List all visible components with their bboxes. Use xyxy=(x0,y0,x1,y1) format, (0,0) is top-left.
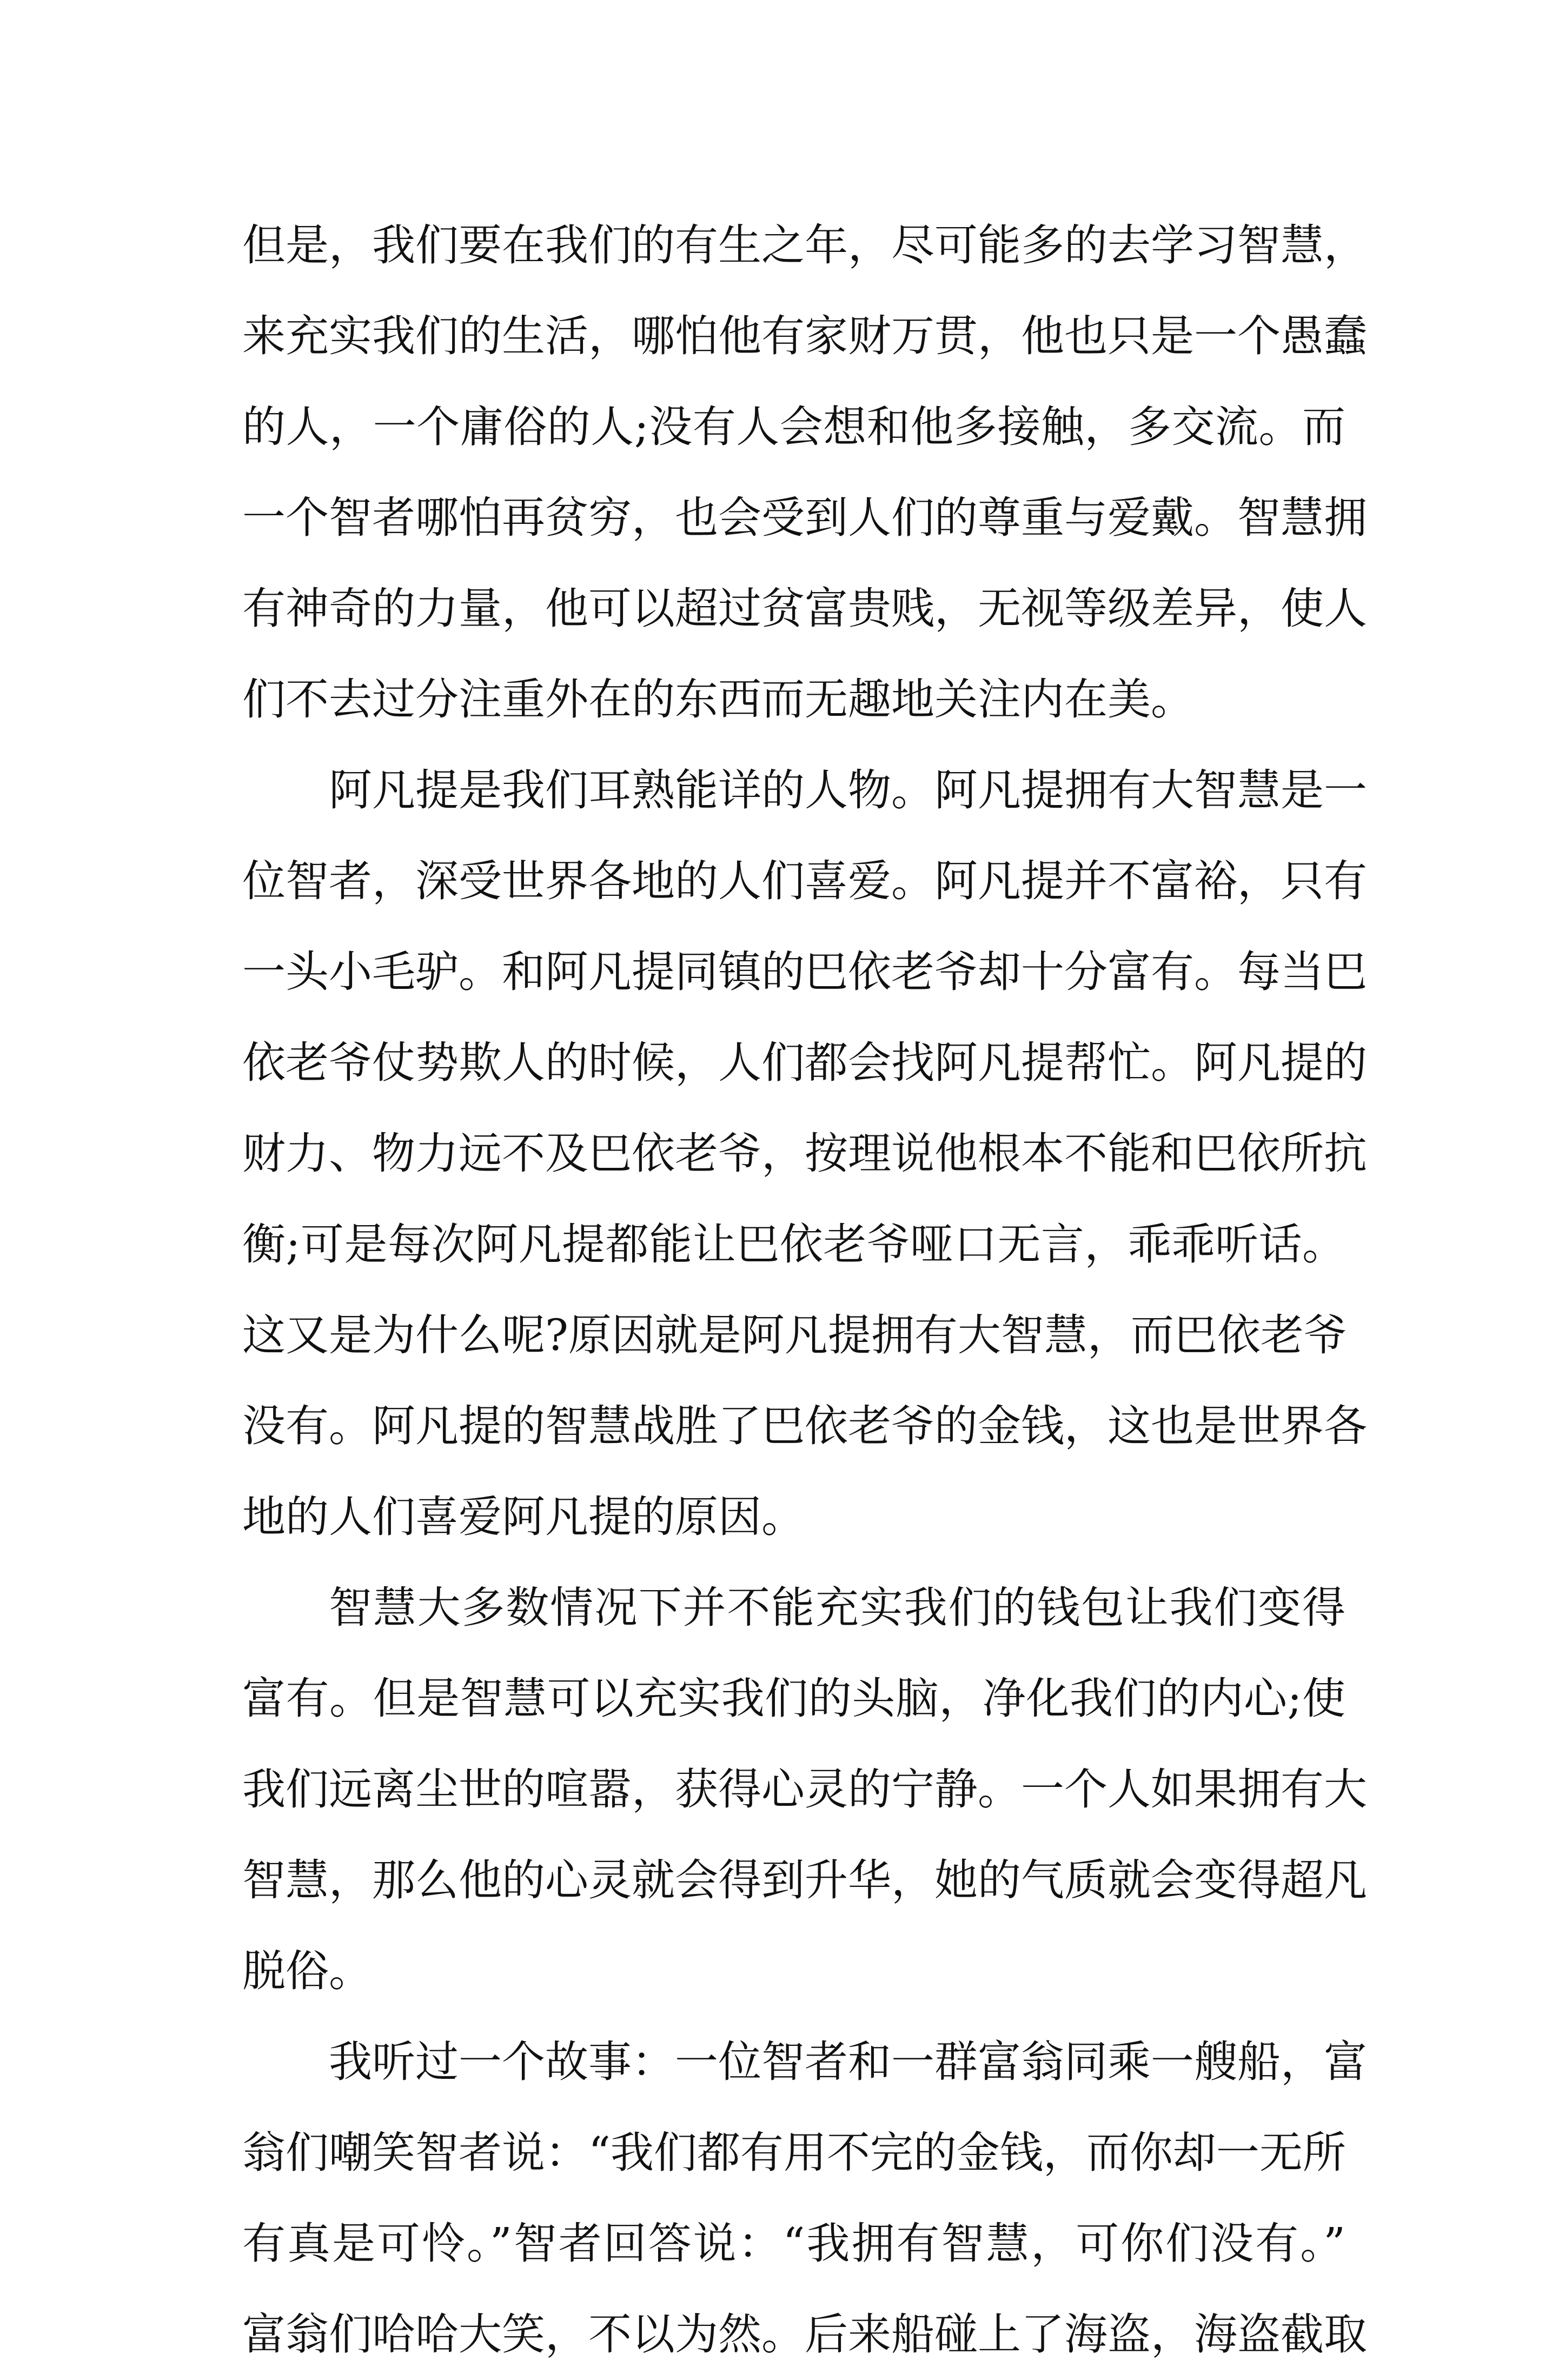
text-line: 财力、物力远不及巴依老爷，按理说他根本不能和巴依所抗 xyxy=(242,1128,1367,1179)
text-line: 智慧，那么他的心灵就会得到升华，她的气质就会变得超凡 xyxy=(242,1855,1367,1905)
text-line: 富有。但是智慧可以充实我们的头脑，净化我们的内心;使 xyxy=(242,1673,1345,1724)
text-line: 衡;可是每次阿凡提都能让巴依老爷哑口无言，乖乖听话。 xyxy=(242,1219,1345,1269)
text-line: 有真是可怜。”智者回答说：“我拥有智慧，可你们没有。” xyxy=(242,2218,1345,2269)
text-line: 我听过一个故事：一位智者和一群富翁同乘一艘船，富 xyxy=(329,2037,1367,2087)
text-line: 有神奇的力量，他可以超过贫富贵贱，无视等级差异，使人 xyxy=(242,583,1367,634)
text-line: 但是，我们要在我们的有生之年，尽可能多的去学习智慧， xyxy=(242,220,1367,270)
text-line: 依老爷仗势欺人的时候，人们都会找阿凡提帮忙。阿凡提的 xyxy=(242,1038,1367,1088)
text-line: 没有。阿凡提的智慧战胜了巴依老爷的金钱，这也是世界各 xyxy=(242,1401,1367,1451)
text-line: 脱俗。 xyxy=(242,1946,372,1996)
text-line: 位智者，深受世界各地的人们喜爱。阿凡提并不富裕，只有 xyxy=(242,856,1367,906)
text-line: 智慧大多数情况下并不能充实我们的钱包让我们变得 xyxy=(329,1583,1345,1633)
text-line: 这又是为什么呢?原因就是阿凡提拥有大智慧，而巴依老爷 xyxy=(242,1310,1347,1360)
body-text xyxy=(242,200,1367,2380)
text-line: 富翁们哈哈大笑，不以为然。后来船碰上了海盗，海盗截取 xyxy=(242,2309,1367,2359)
text-line: 阿凡提是我们耳熟能详的人物。阿凡提拥有大智慧是一 xyxy=(329,765,1367,815)
text-line: 地的人们喜爱阿凡提的原因。 xyxy=(242,1492,805,1542)
text-line: 一个智者哪怕再贫穷，也会受到人们的尊重与爱戴。智慧拥 xyxy=(242,493,1367,543)
text-line: 翁们嘲笑智者说：“我们都有用不完的金钱，而你却一无所 xyxy=(242,2128,1346,2178)
text-line: 我们远离尘世的喧嚣，获得心灵的宁静。一个人如果拥有大 xyxy=(242,1764,1367,1814)
text-line: 一头小毛驴。和阿凡提同镇的巴依老爷却十分富有。每当巴 xyxy=(242,947,1367,997)
text-line: 的人，一个庸俗的人;没有人会想和他多接触，多交流。而 xyxy=(242,402,1345,452)
text-line: 们不去过分注重外在的东西而无趣地关注内在美。 xyxy=(242,674,1194,724)
text-line: 来充实我们的生活，哪怕他有家财万贯，他也只是一个愚蠢 xyxy=(242,311,1367,361)
